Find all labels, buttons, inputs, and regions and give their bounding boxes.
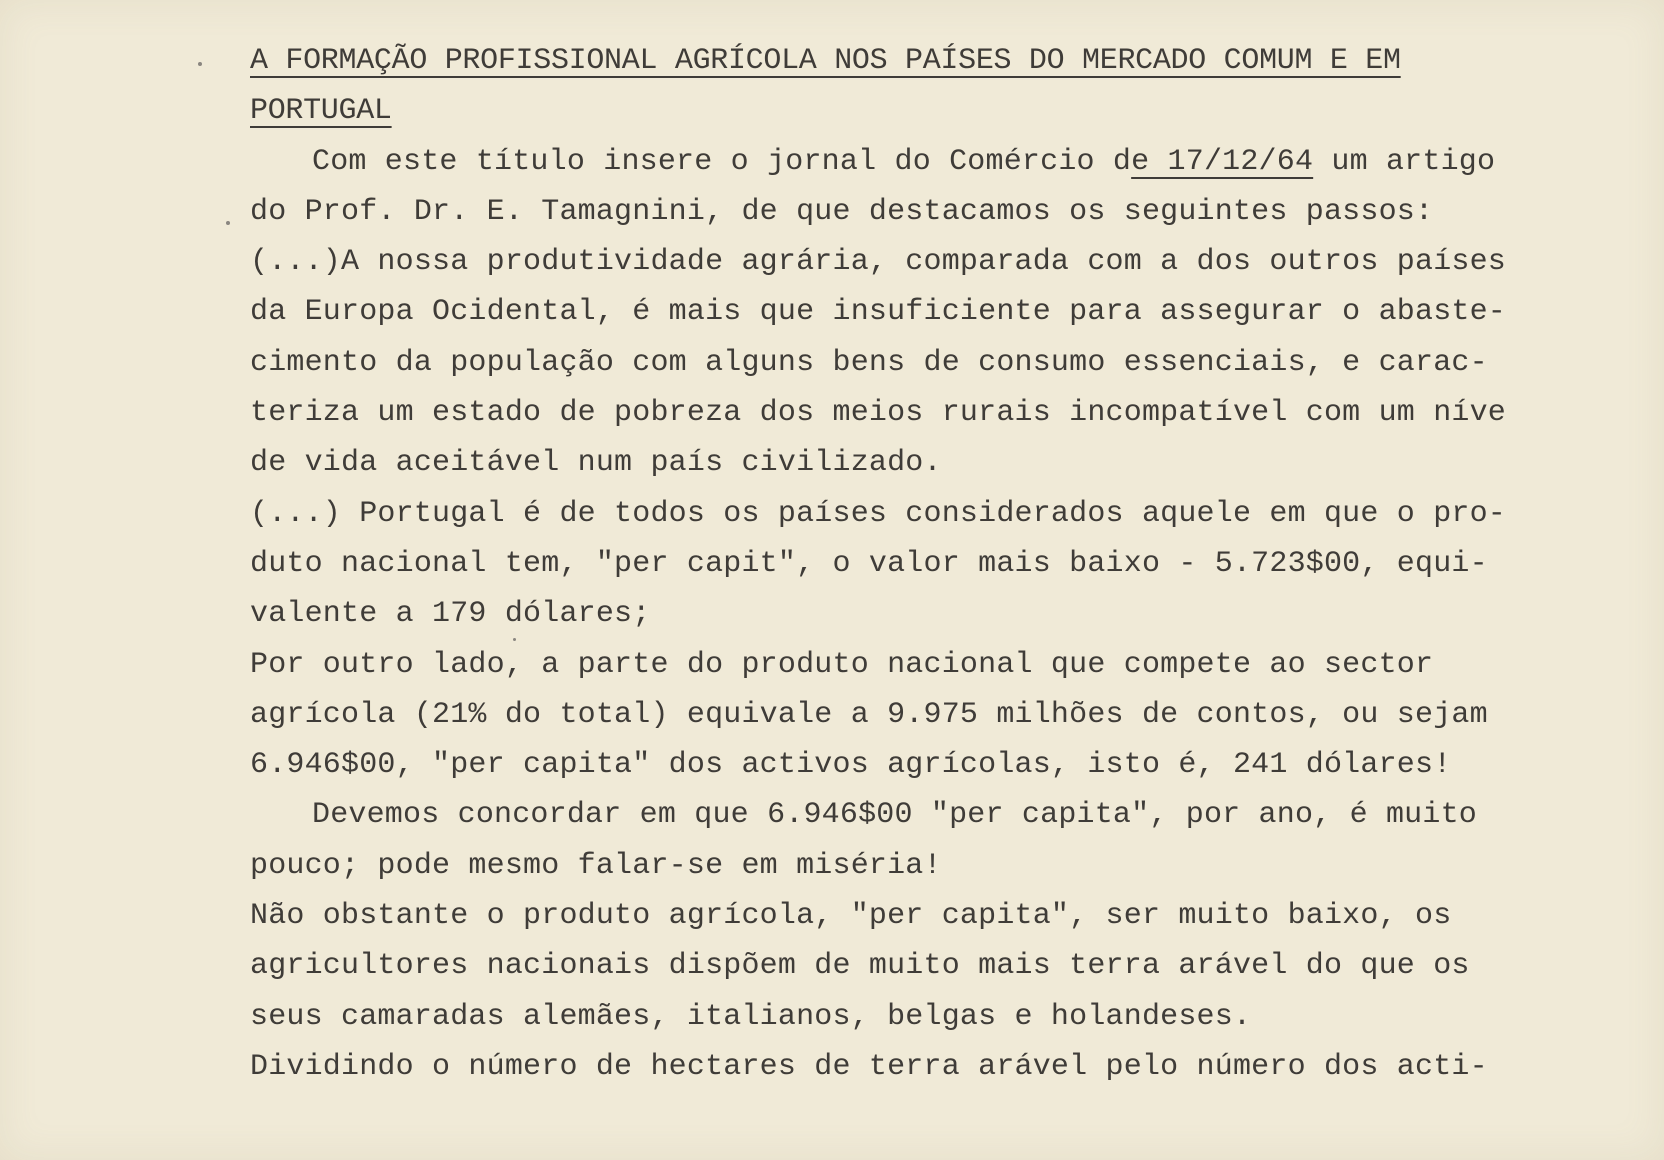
text-line: da Europa Ocidental, é mais que insuficiente para assegurar o abaste- [250, 295, 1507, 330]
intro-line: Com este título insere o jornal do Comércio de 17/12/64 um artigo [312, 144, 1496, 179]
text-line: Por outro lado, a parte do produto nacional que compete ao sector [250, 647, 1434, 682]
text-line: (...)A nossa produtividade agrária, comparada com a dos outros países [250, 245, 1507, 280]
typed-text-body [250, 36, 1650, 1092]
text-line: duto nacional tem, "per capit", o valor mais baixo - 5.723$00, equi- [250, 546, 1488, 581]
text-line: pouco; pode mesmo falar-se em miséria! [250, 848, 942, 883]
text-line: valente a 179 dólares; [250, 597, 651, 632]
text-line: de vida aceitável num país civilizado. [250, 446, 942, 481]
text-line: Não obstante o produto agrícola, "per capita", ser muito baixo, os [250, 899, 1452, 934]
document-title-continued: PORTUGAL [250, 94, 392, 129]
underlined-date: e 17/12/64 [1131, 144, 1314, 179]
text-line: seus camaradas alemães, italianos, belgas e holandeses. [250, 999, 1252, 1034]
intro-line: do Prof. Dr. E. Tamagnini, de que destacamos os seguintes passos: [250, 194, 1434, 229]
text-line: agricultores nacionais dispõem de muito mais terra arável do que os [250, 949, 1470, 984]
paper-speck [226, 221, 230, 225]
text-line: Devemos concordar em que 6.946$00 "per capita", por ano, é muito [312, 798, 1477, 833]
paper-speck [198, 62, 202, 66]
text-line: agrícola (21% do total) equivale a 9.975 milhões de contos, ou sejam [250, 697, 1488, 732]
text-line: cimento da população com alguns bens de consumo essenciais, e carac- [250, 345, 1488, 380]
text-line: 6.946$00, "per capita" dos activos agrícolas, isto é, 241 dólares! [250, 748, 1452, 783]
text-line: teriza um estado de pobreza dos meios rurais incompatível com um níve [250, 396, 1507, 431]
text-line: Dividindo o número de hectares de terra arável pelo número dos acti- [250, 1049, 1488, 1084]
text-line: (...) Portugal é de todos os países considerados aquele em que o pro- [250, 496, 1507, 531]
document-title: A FORMAÇÃO PROFISSIONAL AGRÍCOLA NOS PAÍSES DO MERCADO COMUM E EM [250, 44, 1401, 78]
